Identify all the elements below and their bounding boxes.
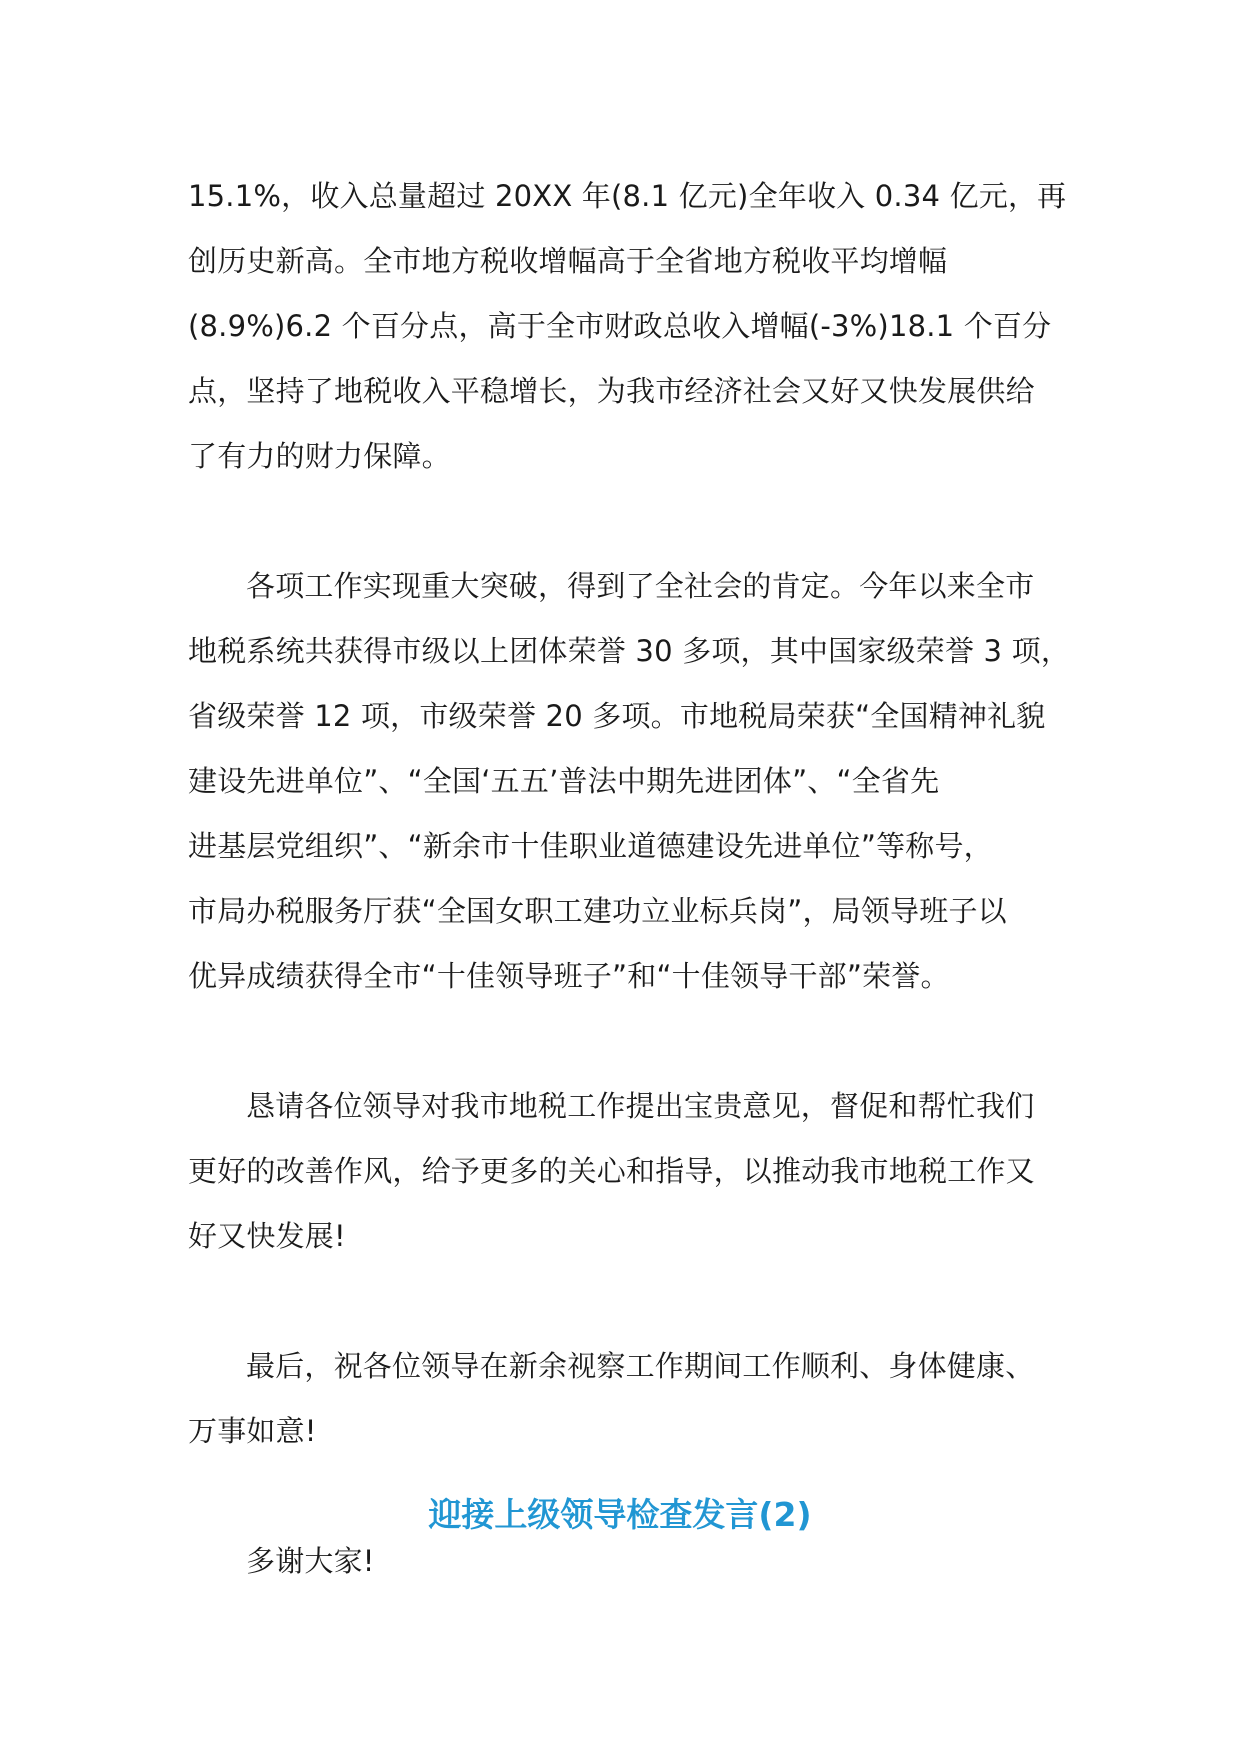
paragraph-line: 最后，祝各位领导在新余视察工作期间工作顺利、身体健康、 [246, 1349, 1035, 1383]
paragraph-line: 万事如意! [188, 1414, 317, 1448]
paragraph-spacer [188, 1009, 1068, 1074]
paragraph-line: 省级荣誉 12 项，市级荣誉 20 多项。市地税局荣获“全国精神礼貌 [188, 699, 1046, 733]
paragraph-spacer [188, 489, 1068, 554]
paragraph-line: 优异成绩获得全市“十佳领导班子”和“十佳领导干部”荣誉。 [188, 959, 950, 993]
paragraph [188, 554, 1071, 1009]
paragraph-spacer [188, 1269, 1068, 1334]
paragraph-line: 点，坚持了地税收入平稳增长，为我市经济社会又好又快发展供给 [188, 374, 1035, 408]
paragraph-line: 市局办税服务厅获“全国女职工建功立业标兵岗”，局领导班子以 [188, 894, 1007, 928]
document-body [188, 164, 1071, 1594]
paragraph-line: 好又快发展! [188, 1219, 346, 1253]
paragraph-line: 地税系统共获得市级以上团体荣誉 30 多项，其中国家级荣誉 3 项， [188, 634, 1071, 668]
paragraph [188, 1334, 1068, 1464]
paragraph [188, 164, 1068, 489]
paragraph-line: 各项工作实现重大突破，得到了全社会的肯定。今年以来全市 [246, 569, 1035, 603]
paragraph-line: (8.9%)6.2 个百分点，高于全市财政总收入增幅(-3%)18.1 个百分 [188, 309, 1052, 343]
paragraph-line: 恳请各位领导对我市地税工作提出宝贵意见，督促和帮忙我们 [246, 1089, 1035, 1123]
paragraph-line: 更好的改善作风，给予更多的关心和指导，以推动我市地税工作又 [188, 1154, 1035, 1188]
paragraph-line: 15.1%，收入总量超过 20XX 年(8.1 亿元)全年收入 0.34 亿元，再 [188, 179, 1067, 213]
section-heading: 迎接上级领导检查发言(2) [428, 1495, 812, 1534]
paragraph-line: 多谢大家! [246, 1544, 375, 1578]
paragraph-line: 进基层党组织”、“新余市十佳职业道德建设先进单位”等称号， [188, 829, 993, 863]
paragraph-line: 了有力的财力保障。 [188, 439, 451, 473]
paragraph-line: 建设先进单位”、“全国‘五五’普法中期先进团体”、“全省先 [188, 764, 940, 798]
paragraph-line: 创历史新高。全市地方税收增幅高于全省地方税收平均增幅 [188, 244, 948, 278]
paragraph [188, 1074, 1068, 1269]
